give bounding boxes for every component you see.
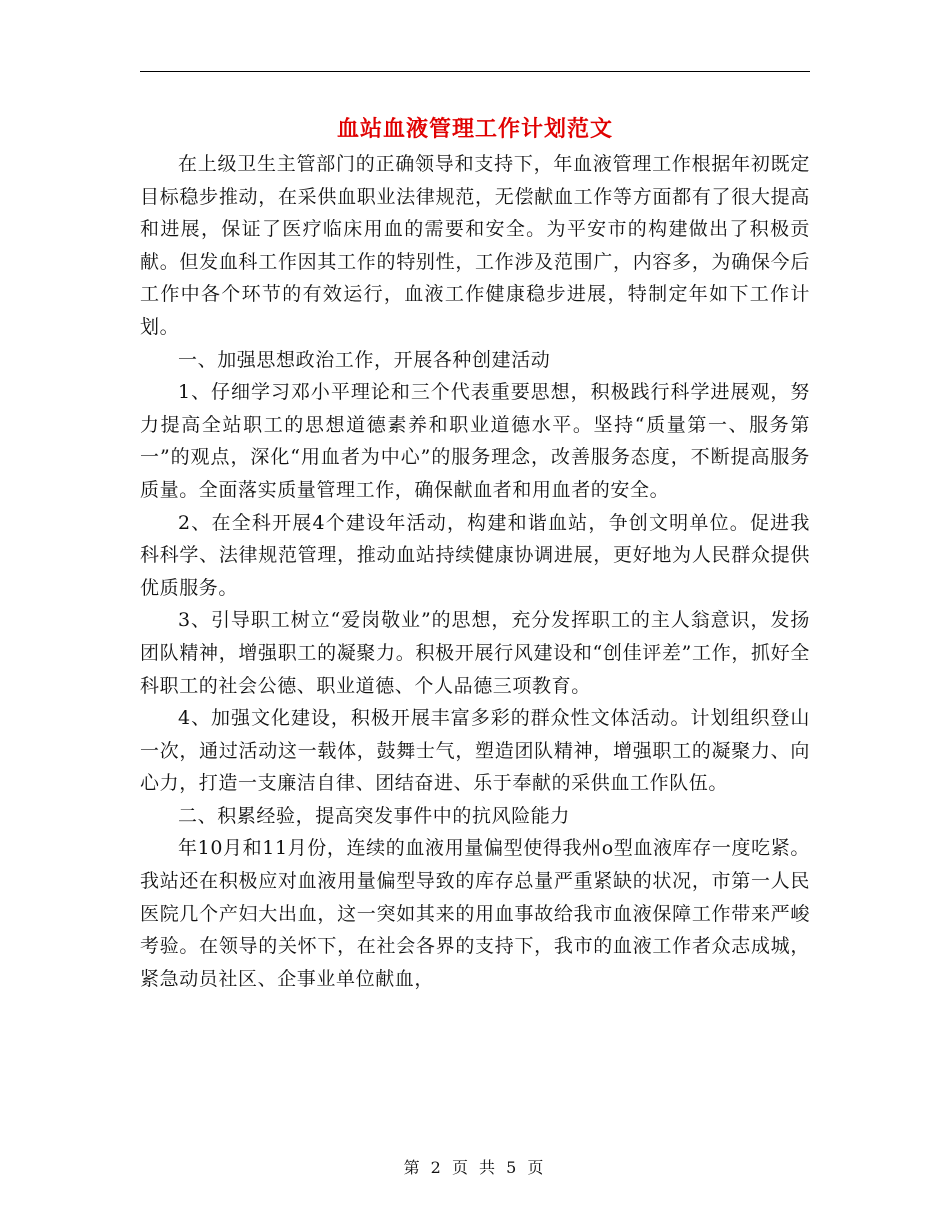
document-body — [140, 148, 810, 995]
paragraph: 1、仔细学习邓小平理论和三个代表重要思想，积极践行科学进展观，努力提高全站职工的思想道德素养和职业道德水平。坚持“质量第一、服务第一”的观点，深化“用血者为中心”的服务理念，改善服务态度，不断提高服务质量。全面落实质量管理工作，确保献血者和用血者的安全。 — [140, 381, 810, 501]
paragraph: 2、在全科开展4个建设年活动，构建和谐血站，争创文明单位。促进我科科学、法律规范管理，推动血站持续健康协调进展，更好地为人民群众提供优质服务。 — [140, 511, 810, 599]
section-heading: 二、积累经验，提高突发事件中的抗风险能力 — [178, 804, 571, 827]
paragraph: 4、加强文化建设，积极开展丰富多彩的群众性文体活动。计划组织登山一次，通过活动这一载体，鼓舞士气，塑造团队精神，增强职工的凝聚力、向心力，打造一支廉洁自律、团结奋进、乐于奉献的采供血工作队伍。 — [140, 707, 810, 795]
paragraph: 在上级卫生主管部门的正确领导和支持下，年血液管理工作根据年初既定目标稳步推动，在采供血职业法律规范，无偿献血工作等方面都有了很大提高和进展，保证了医疗临床用血的需要和安全。为平安市的构建做出了积极贡献。但发血科工作因其工作的特别性，工作涉及范围广，内容多，为确保今后工作中各个环节的有效运行，血液工作健康稳步进展，特制定年如下工作计划。 — [140, 153, 810, 338]
page-footer: 第 2 页 共 5 页 — [403, 1158, 547, 1177]
section-heading: 一、加强思想政治工作，开展各种创建活动 — [178, 348, 551, 371]
paragraph: 年10月和11月份，连续的血液用量偏型使得我州o型血液库存一度吃紧。我站还在积极应对血液用量偏型导致的库存总量严重紧缺的状况，市第一人民医院几个产妇大出血，这一突如其来的用血事故给我市血液保障工作带来严峻考验。在领导的关怀下，在社会各界的支持下，我市的血液工作者众志成城，紧急动员社区、企事业单位献血， — [140, 837, 810, 990]
header-rule — [140, 71, 810, 72]
paragraph: 3、引导职工树立“爱岗敬业”的思想，充分发挥职工的主人翁意识，发扬团队精神，增强职工的凝聚力。积极开展行风建设和“创佳评差”工作，抓好全科职工的社会公德、职业道德、个人品德三项教育。 — [140, 609, 810, 697]
document-title: 血站血液管理工作计划范文 — [336, 116, 613, 142]
